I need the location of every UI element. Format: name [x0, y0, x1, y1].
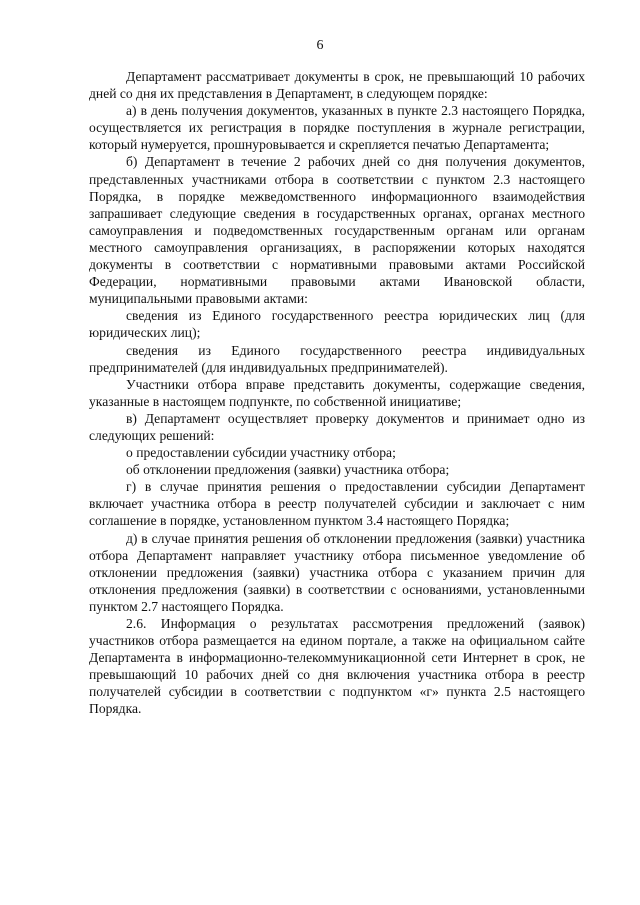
- paragraph-b-initiative: Участники отбора вправе представить документы, содержащие сведения, указанные в настоящем подпункте, по собственной инициативе;: [89, 376, 585, 409]
- paragraph-v-option-grant: о предоставлении субсидии участнику отбора;: [126, 445, 396, 461]
- paragraph-intro: Департамент рассматривает документы в срок, не превышающий 10 рабочих дней со дня их представления в Департамент, в следующем порядке:: [89, 69, 585, 102]
- page-number: 6: [316, 38, 324, 53]
- document-body: [89, 68, 585, 718]
- paragraph-a: а) в день получения документов, указанных в пункте 2.3 настоящего Порядка, осуществляется их регистрация в порядке поступления в журнале регистрации, который нумеруется, прошнуровывается и скрепляется печатью Департамента;: [89, 103, 585, 153]
- paragraph-v: в) Департамент осуществляет проверку документов и принимает одно из следующих решений:: [89, 410, 585, 443]
- paragraph-d: д) в случае принятия решения об отклонении предложения (заявки) участника отбора Департамент направляет участнику отбора письменное уведомление об отклонении предложения (заявки) участника отбора с указанием причин для отклонения предложения (заявки) в соответствии с основаниями, установленными пунктом 2.7 настоящего Порядка.: [89, 530, 585, 614]
- paragraph-b-item-entrepreneurs: сведения из Единого государственного реестра индивидуальных предпринимателей (для индивидуальных предпринимателей).: [89, 342, 585, 375]
- paragraph-b: б) Департамент в течение 2 рабочих дней со дня получения документов, представленных участниками отбора в соответствии с пунктом 2.3 настоящего Порядка, в порядке межведомственного информационного взаимодействия запрашивает следующие сведения в государственных органах, органах местного самоуправления и подведомственных государственным органам или органам местного самоуправления организациях, в распоряжении которых находятся документы в соответствии с нормативными правовыми актами Российской Федерации, нормативными правовыми актами Ивановской области, муниципальными правовыми актами:: [89, 154, 585, 307]
- paragraph-2-6: 2.6. Информация о результатах рассмотрения предложений (заявок) участников отбора размещается на едином портале, а также на официальном сайте Департамента в информационно-телекоммуникационной сети Интернет в срок, не превышающий 10 рабочих дней со дня включения участника отбора в реестр получателей субсидии в соответствии с подпунктом «г» пункта 2.5 настоящего Порядка.: [89, 616, 585, 717]
- paragraph-v-option-reject: об отклонении предложения (заявки) участника отбора;: [126, 462, 450, 478]
- paragraph-b-item-legal-entities: сведения из Единого государственного реестра юридических лиц (для юридических лиц);: [89, 308, 585, 341]
- paragraph-g: г) в случае принятия решения о предоставлении субсидии Департамент включает участника отбора в реестр получателей субсидии и заключает с ним соглашение в порядке, установленном пунктом 3.4 настоящего Порядка;: [89, 479, 585, 529]
